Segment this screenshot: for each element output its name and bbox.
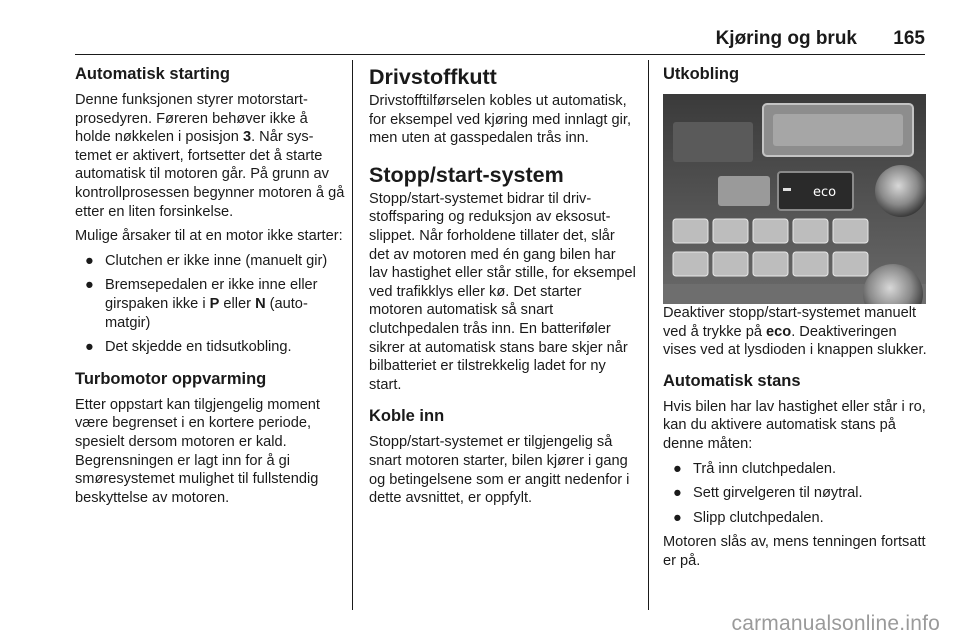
list-item: ● Det skjedde en tidsutkobling. — [85, 339, 292, 356]
column-divider — [648, 60, 649, 610]
column-3 — [663, 64, 928, 571]
heading-automatic-starting: Automatisk starting — [75, 65, 230, 83]
paragraph-turbo: Etter oppstart kan tilgjengelig moment være begrenset i en kortere periode, spesielt dersom motoren er kald. Begrensningen er lagt inn for å gi smøresystemet mulighet til fullstendig beskyttelse av motoren. — [75, 396, 320, 506]
bullet-icon: ● — [673, 485, 682, 502]
eco-button-photo — [663, 94, 926, 304]
paragraph-engage: Stopp/start-systemet er tilgjengelig så snart motoren starter, bilen kjører i gang og betingelsene som er angitt nedenfor i dette avsnittet, er oppfylt. — [369, 434, 630, 507]
column-1 — [75, 64, 345, 507]
heading-disengage: Utkobling — [663, 65, 740, 83]
paragraph-possible-causes: Mulige årsaker til at en motor ikke starter: — [75, 228, 343, 245]
list-item: ● Bremsepedalen er ikke inne eller girspaken ikke i P eller N (automatgir) — [85, 277, 318, 331]
paragraph-deactivate: Deaktiver stopp/start-systemet manuelt ved å trykke på eco. Deaktiveringen vises ved at lysdioden i knappen slukker. — [663, 305, 927, 359]
svg-text:eco: eco — [813, 185, 837, 200]
list-item: ● Sett girvelgeren til nøytral. — [673, 485, 863, 502]
watermark: carmanualsonline.info — [731, 612, 940, 635]
bullet-icon: ● — [673, 509, 682, 526]
column-divider — [352, 60, 353, 610]
auto-stop-steps — [663, 460, 928, 528]
column-2 — [369, 64, 637, 508]
paragraph-engine-off: Motoren slås av, mens tenningen fortsatt er på. — [663, 534, 926, 569]
heading-fuel-cutoff: Drivstoffkutt — [369, 65, 497, 89]
bullet-icon: ● — [85, 339, 94, 356]
paragraph-fuel-cutoff: Drivstofftilførselen kobles ut automatisk, for eksempel ved kjøring med innlagt gir, men uten at gasspedalen trås inn. — [369, 93, 631, 147]
list-item: ● Slipp clutchpedalen. — [673, 509, 824, 526]
paragraph-auto-stop: Hvis bilen har lav hastighet eller står i ro, kan du aktivere automatisk stans på denne måten: — [663, 398, 926, 452]
bullet-icon: ● — [673, 460, 682, 477]
paragraph-stop-start: Stopp/start-systemet bidrar til drivstoffsparing og reduksjon av eksosutslippet. Når forholdene tillater det, slår det av motoren med én gang bilen har lav hastighet eller står stille, for eksempel ved trafikklys eller kø. Det starter motoren automatisk så snart clutchpedalen trås inn. En batteriføler sikrer at automatisk stans bare skjer når bilbatteriet er tilstrekkelig ladet for ny start. — [369, 190, 636, 393]
page-header — [75, 24, 925, 55]
heading-turbo-warmup: Turbomotor oppvarming — [75, 369, 267, 388]
heading-engage: Koble inn — [369, 407, 445, 426]
causes-list — [75, 252, 345, 357]
paragraph-auto-start: Denne funksjonen styrer motorstartprosedyren. Føreren behøver ikke å holde nøkkelen i posisjon 3. Når systemet er aktivert, fortsetter det å starte automatisk til motoren går. På grunn av kontrollprosessen begynner motoren å gå etter en liten forsinkelse. — [75, 92, 345, 220]
section-title: Kjøring og bruk — [715, 28, 857, 49]
page-number: 165 — [893, 28, 925, 49]
bullet-icon: ● — [85, 277, 94, 294]
heading-automatic-stop: Automatisk stans — [663, 371, 801, 390]
bullet-icon: ● — [85, 252, 94, 269]
heading-stop-start-system: Stopp/start-system — [369, 162, 564, 187]
list-item: ● Trå inn clutchpedalen. — [673, 460, 837, 477]
list-item: ● Clutchen er ikke inne (manuelt gir) — [85, 252, 328, 269]
